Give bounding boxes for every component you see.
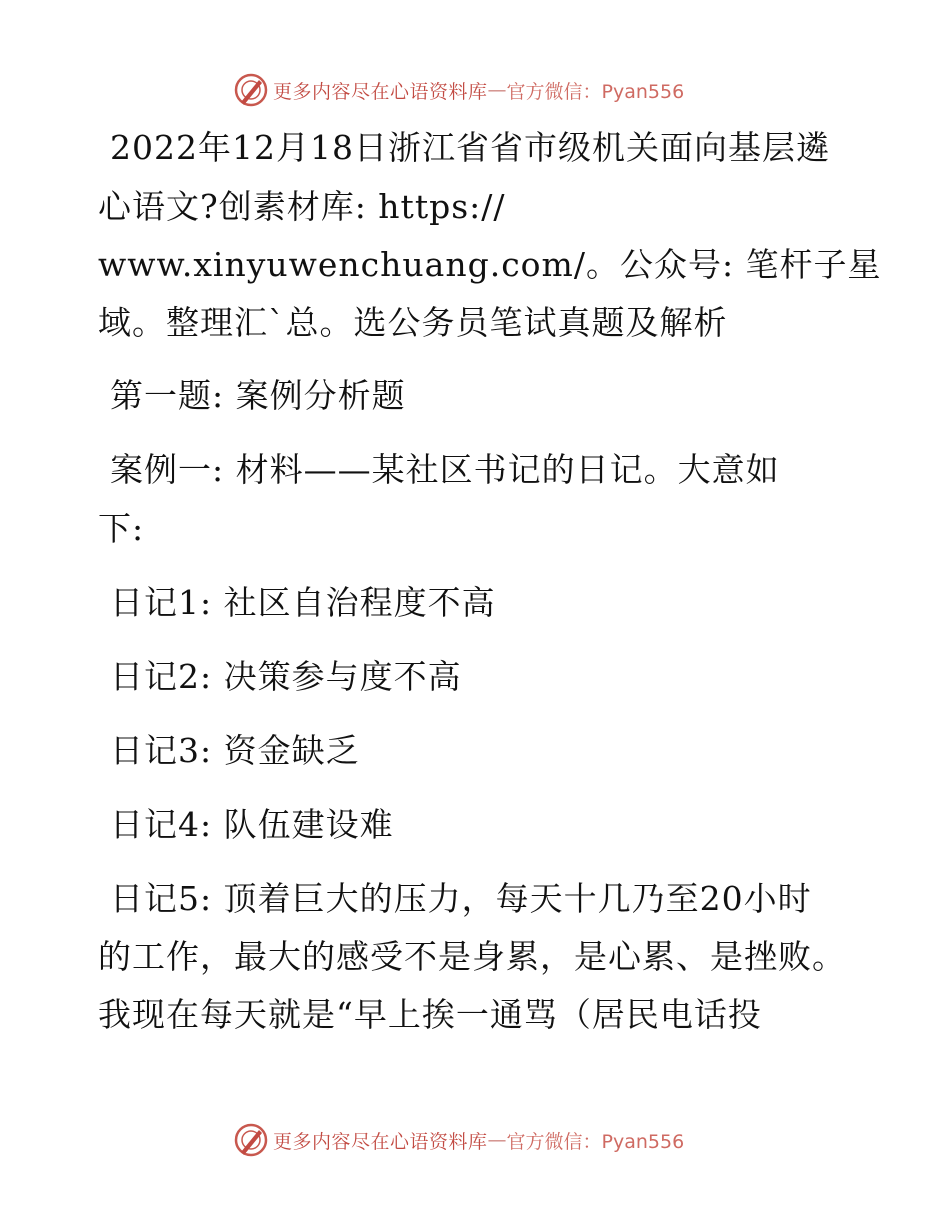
doc-line-14: 我现在每天就是“早上挨一通骂（居民电话投 [98,995,762,1034]
section-heading: 第一题: 案例分析题 [110,376,406,415]
doc-line-6: 案例一: 材料——某社区书记的日记。大意如 [110,450,780,489]
watermark-wechat: 官方微信：Pyan556 [506,80,685,103]
diary-entry-3: 日记3: 资金缺乏 [110,731,360,770]
diary-entry-2: 日记2: 决策参与度不高 [110,657,462,696]
watermark-separator: — [487,79,507,101]
pen-logo-icon [233,1122,269,1158]
watermark-brand: 更多内容尽在心语资料库 [273,1130,488,1153]
doc-line-4: 域。整理汇`总。选公务员笔试真题及解析 [98,303,728,342]
watermark-brand: 更多内容尽在心语资料库 [273,80,488,103]
doc-line-1: 2022年12月18日浙江省省市级机关面向基层遴 [110,128,830,167]
doc-line-3: www.xinyuwenchuang.com/。公众号: 笔杆子星 [98,245,882,284]
header-watermark [233,72,684,108]
doc-line-7: 下: [98,509,145,548]
diary-entry-1: 日记1: 社区自治程度不高 [110,583,496,622]
watermark-wechat: 官方微信：Pyan556 [506,1130,685,1153]
doc-line-13: 的工作，最大的感受不是身累，是心累、是挫败。 [98,937,846,976]
footer-watermark [233,1122,684,1158]
pen-logo-icon [233,72,269,108]
doc-line-2: 心语文?创素材库: https:// [98,187,506,226]
watermark-separator: — [487,1129,507,1151]
diary-entry-4: 日记4: 队伍建设难 [110,805,394,844]
diary-entry-5: 日记5: 顶着巨大的压力，每天十几乃至20小时 [110,879,812,918]
